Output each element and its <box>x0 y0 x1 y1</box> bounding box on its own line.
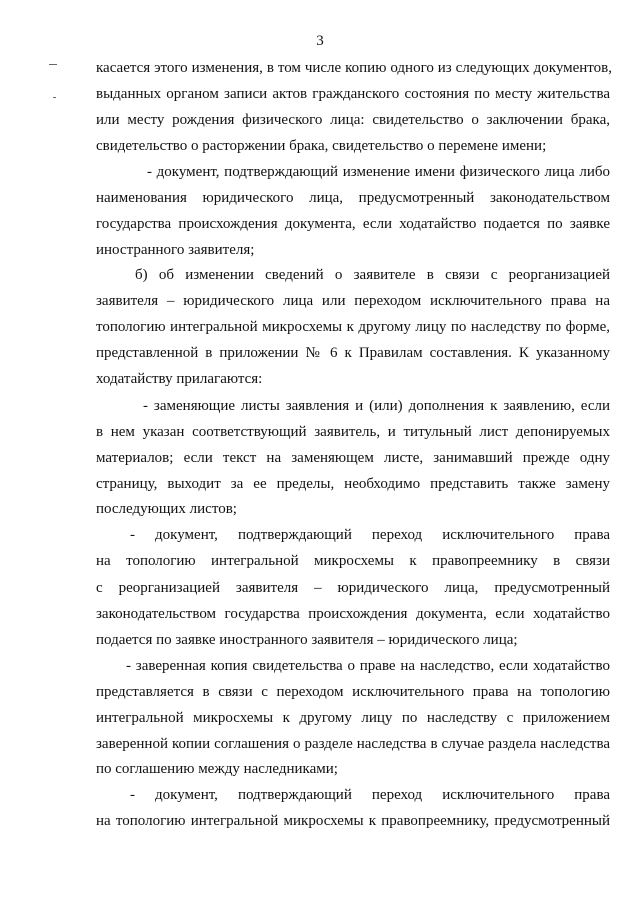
text-line: последующих листов; <box>96 501 237 517</box>
text-line: топологию интегральной микросхемы к другому лицу по наследству по форме, <box>96 319 610 335</box>
text-line: свидетельство о расторжении брака, свидетельство о перемене имени; <box>96 138 547 154</box>
text-line: наименования юридического лица, предусмотренный законодательством <box>96 190 610 206</box>
page-number: 3 <box>316 33 324 49</box>
text-line: касается этого изменения, в том числе копию одного из следующих документов, <box>96 60 612 76</box>
text-line: в нем указан соответствующий заявитель, и титульный лист депонируемых <box>96 424 610 440</box>
text-line: материалов; если текст на заменяющем листе, занимавший прежде одну <box>96 450 610 466</box>
text-line: по соглашению между наследниками; <box>96 761 338 777</box>
text-line: заявителя – юридического лица или переходом исключительного права на <box>96 293 610 309</box>
text-line: - документ, подтверждающий переход исключительного права <box>130 787 610 803</box>
text-line: страницу, выходит за ее пределы, необходимо представить также замену <box>96 476 610 492</box>
text-line: на топологию интегральной микросхемы к правопреемнику, предусмотренный <box>96 813 610 829</box>
text-line: или месту рождения физического лица: свидетельство о заключении брака, <box>96 112 610 128</box>
text-line: выданных органом записи актов гражданского состояния по месту жительства <box>96 86 610 102</box>
text-line: с реорганизацией заявителя – юридического лица, предусмотренный <box>96 580 610 596</box>
margin-mark <box>53 97 56 98</box>
text-line: заверенной копии соглашения о разделе наследства в случае раздела наследства <box>96 736 610 752</box>
text-line: б) об изменении сведений о заявителе в связи с реорганизацией <box>135 267 610 283</box>
text-line: подается по заявке иностранного заявителя – юридического лица; <box>96 632 518 648</box>
text-line: - документ, подтверждающий переход исключительного права <box>130 527 610 543</box>
text-line: - заменяющие листы заявления и (или) дополнения к заявлению, если <box>143 398 610 414</box>
text-line: интегральной микросхемы к другому лицу по наследству с приложением <box>96 710 610 726</box>
text-line: иностранного заявителя; <box>96 242 255 258</box>
text-line: - документ, подтверждающий изменение имени физического лица либо <box>147 164 610 180</box>
text-line: ходатайству прилагаются: <box>96 371 263 387</box>
text-line: - заверенная копия свидетельства о праве на наследство, если ходатайство <box>126 658 610 674</box>
text-line: законодательством государства происхождения документа, если ходатайство <box>96 606 610 622</box>
text-line: представленной в приложении № 6 к Правилам составления. К указанному <box>96 345 610 361</box>
text-line: представляется в связи с переходом исключительного права на топологию <box>96 684 610 700</box>
text-line: государства происхождения документа, если ходатайство подается по заявке <box>96 216 610 232</box>
margin-mark <box>49 64 57 65</box>
text-line: на топологию интегральной микросхемы к правопреемнику в связи <box>96 553 610 569</box>
